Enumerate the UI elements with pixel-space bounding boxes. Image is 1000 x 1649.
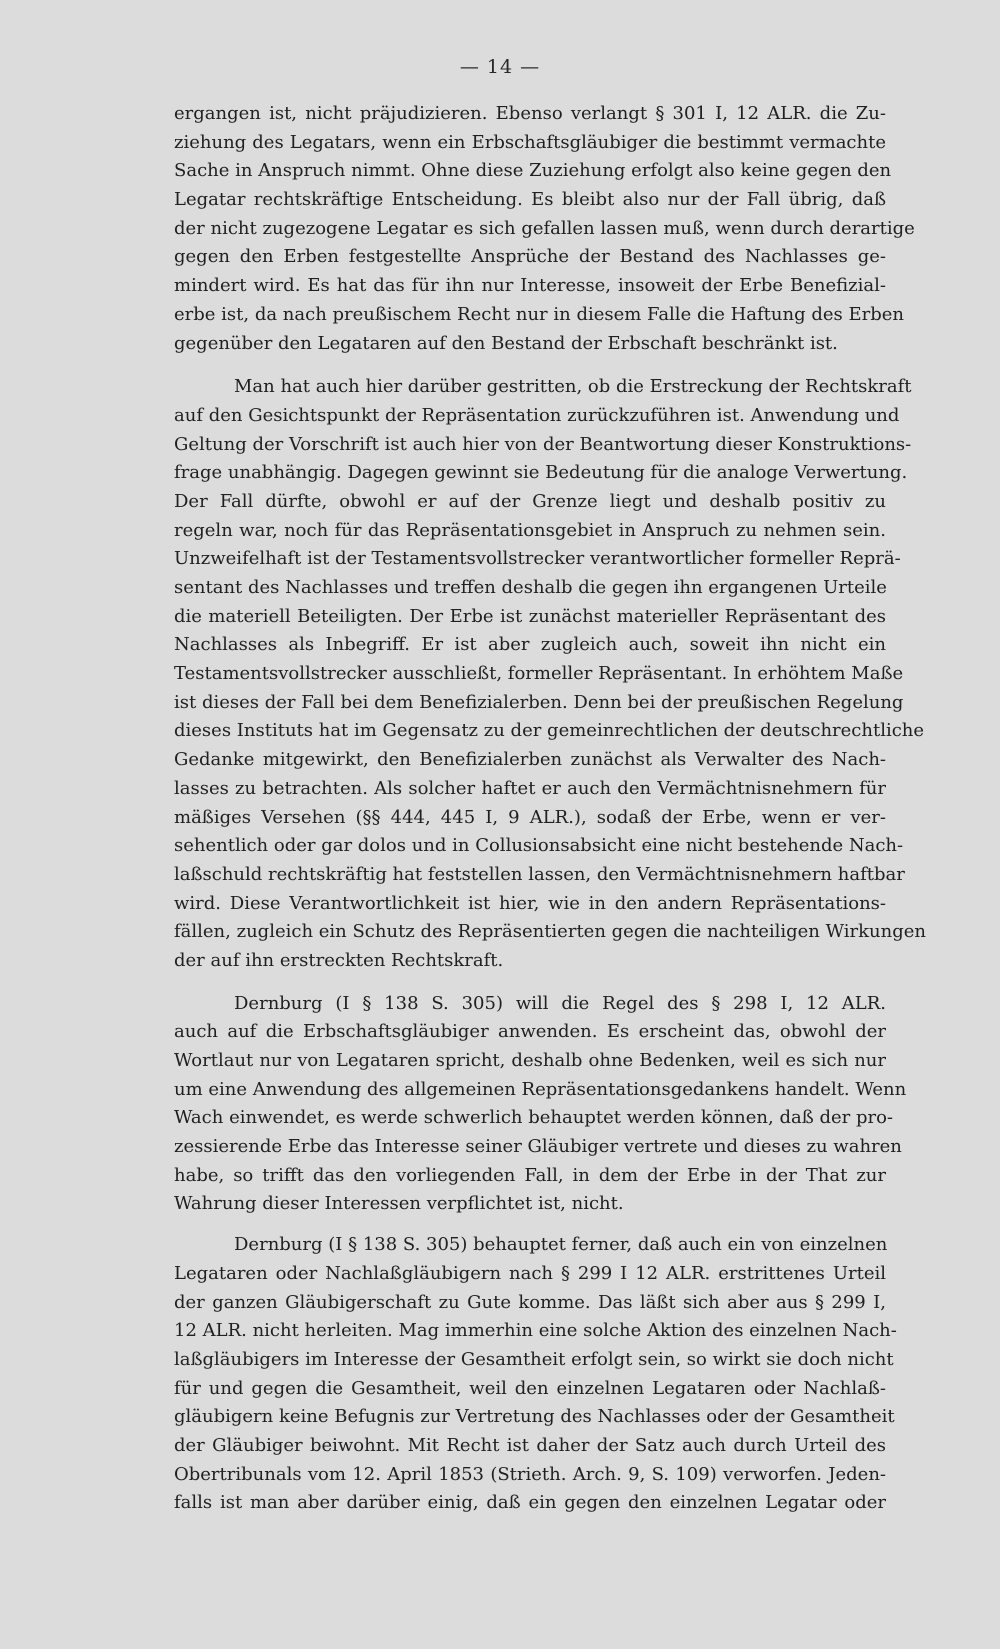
text-line: sehentlich oder gar dolos und in Collusionsabsicht eine nicht bestehende Nach- [174,835,904,857]
text-line: für und gegen die Gesamtheit, weil den einzelnen Legataren oder Nachlaß- [174,1377,886,1399]
text-line: auf den Gesichtspunkt der Repräsentation zurückzuführen ist. Anwendung und [174,404,900,426]
text-line: fällen, zugleich ein Schutz des Repräsentierten gegen die nachteiligen Wirkungen [174,921,927,943]
text-line: frage unabhängig. Dagegen gewinnt sie Bedeutung für die analoge Verwertung. [174,462,908,484]
paragraph-3 [174,990,907,1220]
text-line: Nachlasses als Inbegriff. Er ist aber zugleich auch, soweit ihn nicht ein [174,634,886,656]
text-line: gegen den Erben festgestellte Ansprüche der Bestand des Nachlasses ge- [174,246,886,268]
text-line: Wach einwendet, es werde schwerlich behauptet werden können, daß der pro- [174,1107,893,1129]
text-line: ziehung des Legatars, wenn ein Erbschaftsgläubiger die bestimmt vermachte [174,131,886,153]
text-line: sentant des Nachlasses und treffen deshalb die gegen ihn ergangenen Urteile [174,577,887,598]
text-line: der auf ihn erstreckten Rechtskraft. [174,949,504,971]
text-line: Unzweifelhaft ist der Testamentsvollstrecker verantwortlicher formeller Reprä- [174,548,901,570]
text-line: Wahrung dieser Interessen verpflichtet ist, nicht. [174,1193,624,1215]
text-line: Dernburg (I § 138 S. 305) will die Regel des § 298 I, 12 ALR. [234,992,886,1014]
text-line: Sache in Anspruch nimmt. Ohne diese Zuziehung erfolgt also keine gegen den [174,160,892,182]
text-line: laßgläubigers im Interesse der Gesamtheit erfolgt sein, so wirkt sie doch nicht [174,1348,894,1370]
text-line: ergangen ist, nicht präjudizieren. Ebenso verlangt § 301 I, 12 ALR. die Zu- [174,103,886,124]
paragraph-2 [174,373,927,975]
text-line: dieses Instituts hat im Gegensatz zu der gemeinrechtlichen der deutschrechtliche [174,720,925,742]
text-line: Der Fall dürfte, obwohl er auf der Grenze liegt und deshalb positiv zu [174,490,886,512]
text-line: der nicht zugezogene Legatar es sich gefallen lassen muß, wenn durch derartige [174,217,915,239]
text-line: gegenüber den Legataren auf den Bestand der Erbschaft beschränkt ist. [174,332,838,354]
text-line: mäßiges Versehen (§§ 444, 445 I, 9 ALR.), sodaß der Erbe, wenn er ver- [174,806,886,828]
text-line: Geltung der Vorschrift ist auch hier von der Beantwortung dieser Konstruktions- [174,433,912,455]
text-line: lasses zu betrachten. Als solcher haftet er auch den Vermächtnisnehmern für [174,777,886,799]
paragraph-1 [174,100,915,358]
text-line: gläubigern keine Befugnis zur Vertretung des Nachlasses oder der Gesamtheit [174,1406,895,1428]
text-line: ist dieses der Fall bei dem Benefizialerben. Denn bei der preußischen Regelung [174,691,904,713]
text-line: um eine Anwendung des allgemeinen Repräsentationsgedankens handelt. Wenn [174,1078,907,1100]
text-line: erbe ist, da nach preußischem Recht nur in diesem Falle die Haftung des Erben [174,303,904,325]
text-line: wird. Diese Verantwortlichkeit ist hier, wie in den andern Repräsentations- [174,892,886,914]
text-line: zessierende Erbe das Interesse seiner Gläubiger vertrete und dieses zu wahren [174,1136,902,1158]
text-line: falls ist man aber darüber einig, daß ein gegen den einzelnen Legatar oder [174,1492,886,1514]
text-line: die materiell Beteiligten. Der Erbe ist zunächst materieller Repräsentant des [174,605,886,627]
text-line: Testamentsvollstrecker ausschließt, formeller Repräsentant. In erhöhtem Maße [174,663,904,685]
text-line: Dernburg (I § 138 S. 305) behauptet ferner, daß auch ein von einzelnen [234,1234,888,1256]
text-line: 12 ALR. nicht herleiten. Mag immerhin eine solche Aktion des einzelnen Nach- [174,1320,897,1342]
text-line: mindert wird. Es hat das für ihn nur Interesse, insoweit der Erbe Benefizial- [174,275,886,297]
text-line: Wortlaut nur von Legataren spricht, deshalb ohne Bedenken, weil es sich nur [174,1050,886,1071]
text-line: Legataren oder Nachlaßgläubigern nach § 299 I 12 ALR. erstrittenes Urteil [174,1262,886,1284]
page-number: — 14 — [459,56,541,78]
text-line: der ganzen Gläubigerschaft zu Gute komme. Das läßt sich aber aus § 299 I, [174,1291,886,1313]
text-line: habe, so trifft das den vorliegenden Fall, in dem der Erbe in der That zur [174,1164,886,1186]
paragraph-4 [174,1231,897,1518]
text-line: regeln war, noch für das Repräsentationsgebiet in Anspruch zu nehmen sein. [174,519,886,541]
text-line: Legatar rechtskräftige Entscheidung. Es bleibt also nur der Fall übrig, daß [174,189,886,211]
text-line: Gedanke mitgewirkt, den Benefizialerben zunächst als Verwalter des Nach- [174,749,886,771]
body-text [174,100,927,1518]
text-line: der Gläubiger beiwohnt. Mit Recht ist daher der Satz auch durch Urteil des [174,1434,886,1456]
text-line: auch auf die Erbschaftsgläubiger anwenden. Es erscheint das, obwohl der [174,1021,886,1043]
text-line: Obertribunals vom 12. April 1853 (Strieth. Arch. 9, S. 109) verworfen. Jeden- [174,1463,886,1485]
text-line: Man hat auch hier darüber gestritten, ob die Erstreckung der Rechtskraft [234,376,912,398]
text-line: laßschuld rechtskräftig hat feststellen lassen, den Vermächtnisnehmern haftbar [174,863,905,885]
